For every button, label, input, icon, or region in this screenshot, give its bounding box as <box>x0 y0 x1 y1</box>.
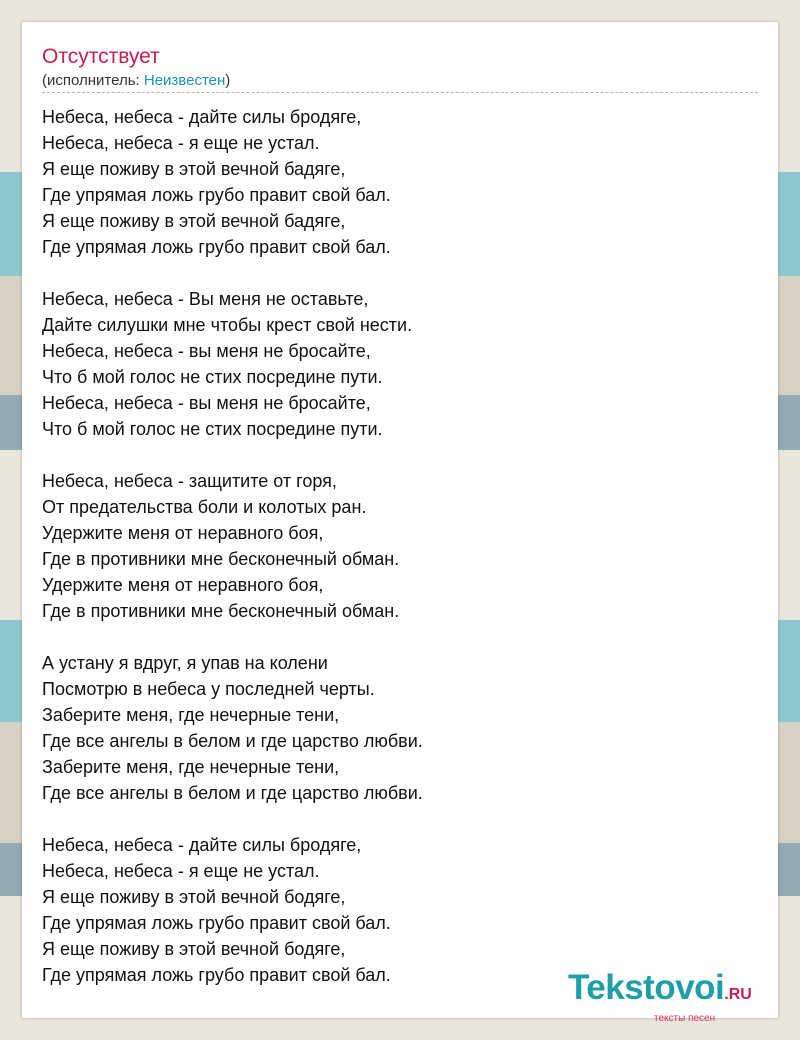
lyrics-card <box>22 22 778 1024</box>
lyrics-line: От предательства боли и колотых ран. <box>42 497 367 517</box>
artist-link[interactable]: Неизвестен <box>143 72 226 89</box>
lyrics-line: Удержите меня от неравного боя, <box>42 523 324 543</box>
artist-suffix: ) <box>225 72 231 89</box>
logo-name: Tekstovoi <box>568 968 725 1007</box>
lyrics-line: Небеса, небеса - Вы меня не оставьте, <box>42 289 369 309</box>
lyrics-stanza <box>42 650 758 806</box>
lyrics-stanza <box>42 832 758 988</box>
lyrics-line: Небеса, небеса - дайте силы бродяге, <box>42 835 362 855</box>
lyrics-line: Небеса, небеса - вы меня не бросайте, <box>42 341 371 361</box>
artist-prefix: (исполнитель: <box>42 72 144 89</box>
lyrics-line: Где упрямая ложь грубо правит свой бал. <box>42 965 391 985</box>
lyrics-line: Я еще поживу в этой вечной бодяге, <box>42 887 346 907</box>
lyrics-line: Заберите меня, где нечерные тени, <box>42 757 340 777</box>
lyrics-line: Небеса, небеса - я еще не устал. <box>42 133 320 153</box>
lyrics-line: Я еще поживу в этой вечной бадяге, <box>42 211 346 231</box>
lyrics-line: Что б мой голос не стих посредине пути. <box>42 367 383 387</box>
lyrics-line: Что б мой голос не стих посредине пути. <box>42 419 383 439</box>
lyrics-text <box>42 104 758 1014</box>
logo-wordmark <box>568 970 778 1013</box>
lyrics-line: Небеса, небеса - защитите от горя, <box>42 471 337 491</box>
dashed-divider <box>42 92 758 93</box>
site-logo[interactable] <box>568 970 778 1024</box>
lyrics-line: А устану я вдруг, я упав на колени <box>42 653 328 673</box>
lyrics-line: Небеса, небеса - дайте силы бродяге, <box>42 107 362 127</box>
lyrics-line: Где упрямая ложь грубо правит свой бал. <box>42 185 391 205</box>
lyrics-line: Где все ангелы в белом и где царство любви. <box>42 783 423 803</box>
lyrics-line: Удержите меня от неравного боя, <box>42 575 324 595</box>
lyrics-line: Где упрямая ложь грубо правит свой бал. <box>42 913 391 933</box>
lyrics-line: Где в противники мне бесконечный обман. <box>42 549 400 569</box>
lyrics-line: Заберите меня, где нечерные тени, <box>42 705 340 725</box>
logo-tld: .RU <box>724 986 752 1003</box>
logo-tagline: тексты песен <box>654 1013 716 1024</box>
lyrics-line: Дайте силушки мне чтобы крест свой нести. <box>42 315 413 335</box>
song-title: Отсутствует <box>42 45 160 68</box>
lyrics-line: Где упрямая ложь грубо правит свой бал. <box>42 237 391 257</box>
lyrics-line: Небеса, небеса - я еще не устал. <box>42 861 320 881</box>
lyrics-stanza <box>42 104 758 260</box>
lyrics-line: Я еще поживу в этой вечной бадяге, <box>42 159 346 179</box>
lyrics-line: Я еще поживу в этой вечной бодяге, <box>42 939 346 959</box>
lyrics-stanza <box>42 468 758 624</box>
lyrics-line: Посмотрю в небеса у последней черты. <box>42 679 375 699</box>
lyrics-stanza <box>42 286 758 442</box>
lyrics-line: Где в противники мне бесконечный обман. <box>42 601 400 621</box>
artist-line <box>42 72 230 90</box>
lyrics-line: Небеса, небеса - вы меня не бросайте, <box>42 393 371 413</box>
lyrics-line: Где все ангелы в белом и где царство любви. <box>42 731 423 751</box>
